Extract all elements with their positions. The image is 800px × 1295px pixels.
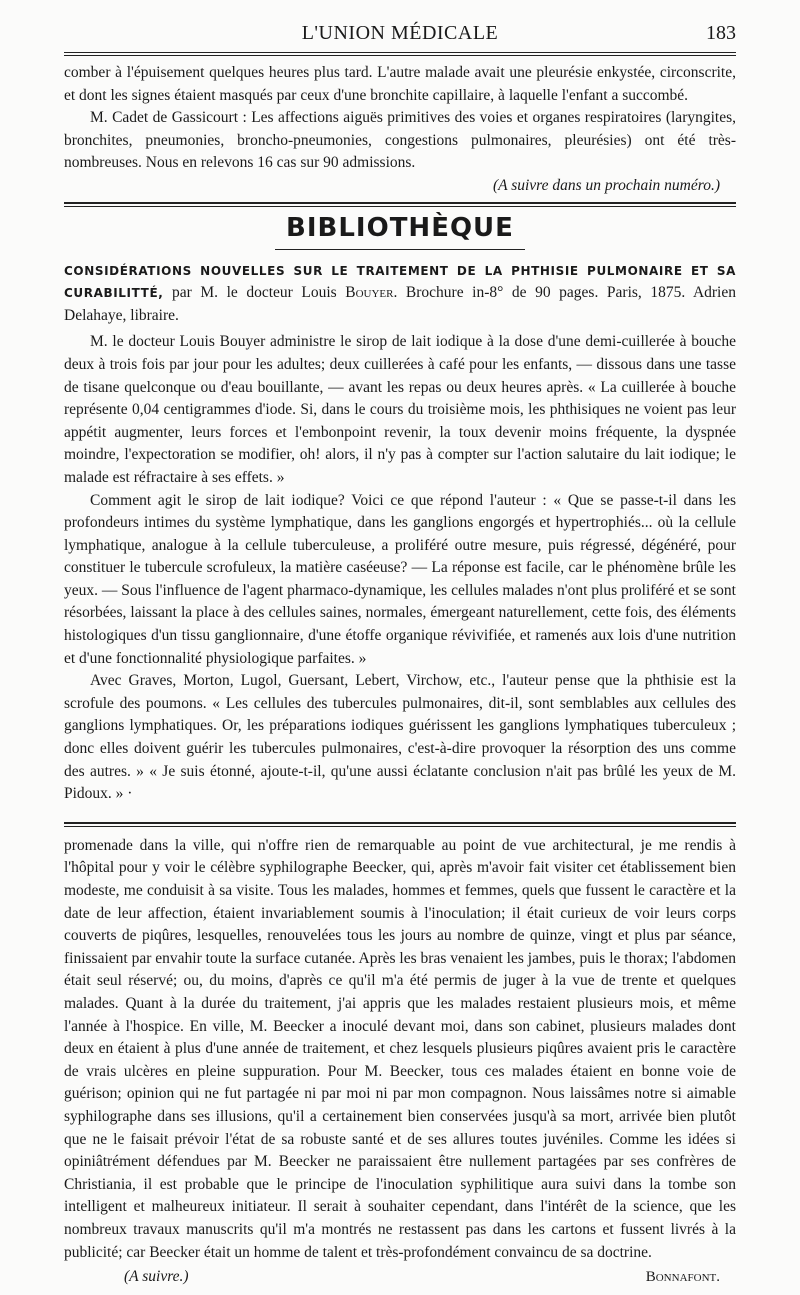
section-heading: BIBLIOTHÈQUE: [286, 212, 514, 243]
review-paragraph-scrofula: Avec Graves, Morton, Lugol, Guersant, Lebert, Virchow, etc., l'auteur pense que la phthisie est la scrofule des poumons. « Les cellules des tubercules pulmonaires, dit-il, sont semblables aux cellules des ganglions lymphatiques. Or, les préparations iodiques guérissent les ganglions lymphatiques tuberculeux ; donc elles doivent guérir les tubercules pulmonaires, c'est-à-dire provoquer la résorption des uns comme des autres. » « Je suis étonné, ajoute-t-il, qu'une aussi éclatante conclusion n'ait pas brûlé les yeux de M. Pidoux. » ·: [64, 672, 736, 803]
page-number: 183: [706, 22, 736, 44]
feuilleton-paragraph: promenade dans la ville, qui n'offre rien de remarquable au point de vue architectural, je me rendis à l'hôpital pour y voir le célèbre syphilographe Beecker, qui, après m'avoir fait visiter cet établissement bien modeste, me conduisit à sa visite. Tous les malades, hommes et femmes, quels que fussent le caractère et la date de leur affection, étaient invariablement soumis à l'inoculation; il était curieux de voir leurs corps couverts de piqûres, lesquelles, renouvelées tous les jours au nombre de quinze, vingt et plus par séance, finissaient par envahir toute la surface cutanée. Après les bras venaient les jambes, puis le thorax; l'abdomen était seul réservé; ou, du moins, d'après ce qu'il m'a été permis de juger à la vue de trente et quelques malades. Quant à la durée du traitement, j'ai appris que les malades restaient plusieurs mois, et même l'année à l'hospice. En ville, M. Beecker a inoculé devant moi, dans son cabinet, plusieurs malades dont deux en étaient à plus d'une année de traitement, et chez lesquels plusieurs piqûres avaient pris le caractère de vrais ulcères en pleine suppuration. Pour M. Beecker, tous ces malades étaient en bonne voie de guérison; opinion qui ne fut partagée ni par moi ni par mon compagnon. Nous laissâmes notre si aimable syphilographe dans ses illusions, qu'il a certainement bien conservées jusqu'à sa mort, arrivée bien plutôt que ne le faisait prévoir l'état de sa robuste santé et de ses allures toutes juvéniles. Comme les idées si opiniâtrément défendues par M. Beecker ne paraissaient être nullement partagées par ses confrères de Christiania, il est probable que le principe de l'inoculation syphilitique aura suivi dans la tombe son intelligent et malheureux initiateur. Il serait à souhaiter cependant, dans l'intérêt de la science, que les nombreux travaux manuscrits qu'il m'a montrés ne restassent pas dans les cartons et fussent livrés à la publicité; car Beecker était un homme de talent et très-profondément convaincu de sa doctrine.: [64, 836, 736, 1261]
journal-title: L'UNION MÉDICALE: [301, 22, 499, 44]
feuilleton-rule: [64, 822, 736, 824]
to-follow-note: (A suivre.): [124, 1268, 189, 1286]
to-be-continued-note: (A suivre dans un prochain numéro.): [492, 176, 720, 194]
header-rule: [64, 52, 736, 56]
author-signature: Bonnafont.: [645, 1269, 720, 1286]
citation-by: par M. le docteur Louis: [163, 284, 346, 302]
review-paragraph-mechanism: Comment agit le sirop de lait iodique? Voici ce que répond l'auteur : « Que se passe-t-il dans les profondeurs intimes du système lymphatique, dans les ganglions engorgés et hypertrophiés... où la cellule lymphatique, analogue à la cellule tuberculeuse, a proliféré outre mesure, puis régressé, dégénéré, pour constituer le tubercule scrofuleux, la matière caséeuse? — La réponse est facile, car le phénomène brûle les yeux. — Sous l'influence de l'agent pharmaco-dynamique, les cellules malades n'ont plus proliféré et se sont résorbées, laissant la place à des cellules saines, normales, émergeant naturellement, cette fois, des éléments histologiques d'un tissu ganglionnaire, d'une étoffe organique révivifiée, et ramenés aux lois d'une nutrition et d'une fonctionnalité physiologique parfaites. »: [64, 491, 736, 667]
citation-publisher: . Brochure in-8° de 90 pages. Paris, 1875. Adrien Delahaye, libraire.: [64, 284, 736, 324]
feuilleton-footer: [64, 1266, 736, 1289]
author-name: Bouyer: [345, 284, 394, 302]
bibliography-heading-block: [64, 207, 736, 247]
paragraph-continuation: comber à l'épuisement quelques heures plus tard. L'autre malade avait une pleurésie enkystée, circonscrite, et dont les signes étaient masqués par ceux d'une bronchite capillaire, à laquelle l'enfant a succombé.: [64, 64, 736, 104]
section-rule-top: [64, 202, 736, 204]
review-paragraph-dosage: M. le docteur Louis Bouyer administre le sirop de lait iodique à la dose d'une demi-cuillerée à bouche deux à trois fois par jour pour les adultes; deux cuillerées à café pour les enfants, — dissous dans une tasse de tisane quelconque ou d'eau bouillante, — avant les repas ou deux heures après. « La cuillerée à bouche représente 0,04 centigrammes d'iode. Si, dans le cours du troisième mois, les phthisiques ne voient pas leur appétit augmenter, leurs forces et l'embonpoint revenir, la toux devenir moins fréquente, la dyspnée moindre, l'expectoration se modifier, oh! alors, il n'y pas à compter sur l'action salutaire du lait iodique; le malade est réfractaire à ses effets. »: [64, 333, 736, 486]
paragraph-cadet-de-gassicourt: M. Cadet de Gassicourt : Les affections aiguës primitives des voies et organes respiratoires (laryngites, bronchites, pneumonies, broncho-pneumonies, congestions pulmonaires, pleurésies) ont été très-nombreuses. Nous en relevons 16 cas sur 90 admissions.: [64, 109, 736, 172]
book-title: CONSIDÉRATIONS NOUVELLES SUR LE TRAITEMENT DE LA PHTHISIE PULMONAIRE ET SA CURABILITTÉ,: [64, 263, 736, 301]
running-head: [64, 18, 736, 48]
book-citation: [64, 260, 736, 328]
heading-underline: [275, 249, 525, 250]
